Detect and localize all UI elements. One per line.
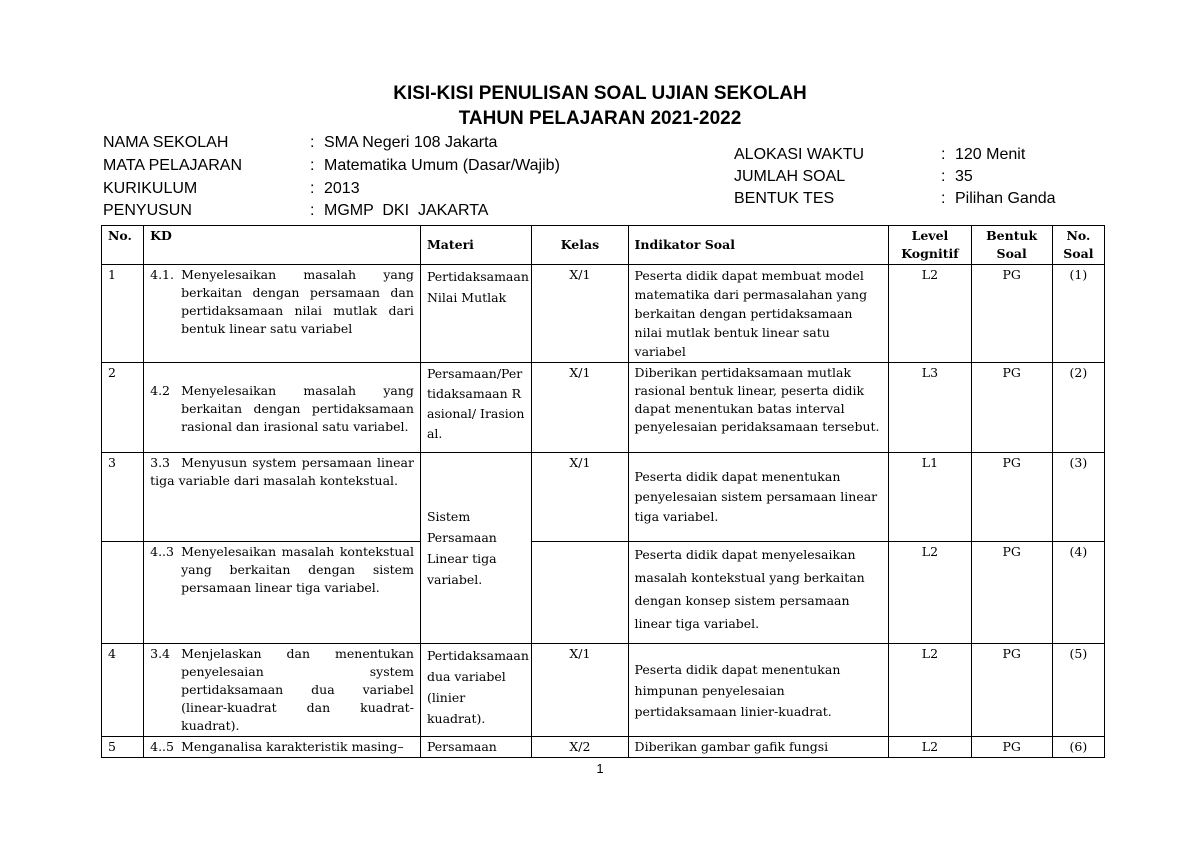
- header-nosoal-line2: Soal: [1063, 246, 1094, 261]
- cell-level: L2: [889, 737, 971, 758]
- info-label: BENTUK TES: [734, 190, 835, 207]
- title-line-2: TAHUN PELAJARAN 2021-2022: [458, 108, 742, 129]
- kd-number: 4.1.: [150, 267, 174, 282]
- cell-materi: Pertidaksamaan Nilai Mutlak: [420, 265, 531, 363]
- cell-materi: Pertidaksamaan dua variabel (linier kuadrat).: [420, 644, 531, 737]
- info-sep: :: [310, 202, 315, 219]
- header-level: [889, 226, 971, 265]
- info-value: Matematika Umum (Dasar/Wajib): [324, 157, 560, 174]
- cell-kd: [144, 644, 421, 737]
- cell-kelas: X/1: [532, 644, 628, 737]
- info-sep: :: [941, 146, 946, 163]
- cell-no: 2: [102, 363, 144, 453]
- header-bentuk: [971, 226, 1052, 265]
- info-label: ALOKASI WAKTU: [734, 146, 865, 163]
- cell-bentuk: PG: [971, 363, 1052, 453]
- cell-materi: Persamaan: [420, 737, 531, 758]
- cell-bentuk: PG: [971, 265, 1052, 363]
- kd-text: Menjelaskan dan menentukan penyelesaian system pertidaksamaan dua variabel (linear-kuadrat dan kuadrat-kuadrat).: [181, 646, 414, 733]
- header-indikator: Indikator Soal: [628, 226, 889, 265]
- info-label: JUMLAH SOAL: [734, 168, 846, 185]
- cell-indikator: Diberikan gambar gafik fungsi: [628, 737, 889, 758]
- kd-number: 4.2: [150, 383, 171, 398]
- header-level-line2: Kognitif: [901, 246, 959, 261]
- kisi-kisi-table: [101, 225, 1105, 758]
- info-value: 2013: [324, 180, 360, 197]
- info-value: 120 Menit: [955, 146, 1026, 163]
- cell-kd: [144, 265, 421, 363]
- cell-kelas: X/1: [532, 265, 628, 363]
- cell-kelas: X/2: [532, 737, 628, 758]
- header-kd: KD: [144, 226, 421, 265]
- kd-text: Menyelesaikan masalah yang berkaitan dengan pertidaksamaan rasional dan irasional satu variabel.: [181, 383, 414, 434]
- info-value: 35: [955, 168, 973, 185]
- info-bentuk-tes: [734, 188, 1056, 210]
- cell-indikator: Peserta didik dapat menyelesaikan masalah kontekstual yang berkaitan dengan konsep sistem persamaan linear tiga variabel.: [628, 542, 889, 644]
- kd-number: 4..5: [150, 739, 174, 754]
- cell-no: 3: [102, 453, 144, 542]
- cell-indikator: Peserta didik dapat menentukan himpunan penyelesaian pertidaksamaan linier-kuadrat.: [628, 644, 889, 737]
- cell-no: 5: [102, 737, 144, 758]
- cell-nosoal: (6): [1052, 737, 1104, 758]
- info-value: Pilihan Ganda: [955, 190, 1056, 207]
- cell-level: L2: [889, 265, 971, 363]
- info-sep: :: [310, 134, 315, 151]
- table-row: [102, 363, 1105, 453]
- table-row: [102, 542, 1105, 644]
- cell-no: [102, 542, 144, 644]
- cell-bentuk: PG: [971, 644, 1052, 737]
- cell-nosoal: (4): [1052, 542, 1104, 644]
- cell-indikator: Diberikan pertidaksamaan mutlak rasional bentuk linear, peserta didik dapat menentukan batas interval penyelesaian peridaksamaan tersebut.: [628, 363, 889, 453]
- header-nosoal-line1: No.: [1066, 228, 1091, 243]
- kd-text: Menyusun system persamaan linear tiga variable dari masalah kontekstual.: [150, 455, 414, 488]
- kd-number: 3.4: [150, 646, 171, 661]
- header-no: No.: [102, 226, 144, 265]
- title-line-1: KISI-KISI PENULISAN SOAL UJIAN SEKOLAH: [393, 83, 807, 104]
- info-nama-sekolah: [103, 132, 497, 154]
- info-sep: :: [310, 157, 315, 174]
- kd-number: 3.3: [150, 455, 171, 470]
- header-kelas: Kelas: [532, 226, 628, 265]
- cell-kelas: [532, 542, 628, 644]
- cell-bentuk: PG: [971, 542, 1052, 644]
- header-bentuk-line1: Bentuk: [986, 228, 1038, 243]
- info-label: MATA PELAJARAN: [103, 157, 242, 174]
- cell-nosoal: (1): [1052, 265, 1104, 363]
- info-label: PENYUSUN: [103, 202, 192, 219]
- cell-nosoal: (2): [1052, 363, 1104, 453]
- info-sep: :: [941, 190, 946, 207]
- info-sep: :: [310, 180, 315, 197]
- kd-text: Menyelesaikan masalah yang berkaitan dengan persamaan dan pertidaksamaan nilai mutlak dari bentuk linear satu variabel: [181, 267, 414, 336]
- info-penyusun: [103, 200, 488, 222]
- cell-kd: [144, 542, 421, 644]
- header-level-line1: Level: [911, 228, 949, 243]
- page-number: 1: [596, 761, 604, 776]
- cell-materi: Sistem Persamaan Linear tiga variabel.: [420, 453, 531, 644]
- cell-kd: [144, 737, 421, 758]
- cell-no: 4: [102, 644, 144, 737]
- info-kurikulum: [103, 178, 360, 200]
- info-mata-pelajaran: [103, 155, 560, 177]
- info-jumlah-soal: [734, 166, 973, 188]
- table-row: [102, 265, 1105, 363]
- table-row: [102, 644, 1105, 737]
- cell-kelas: X/1: [532, 363, 628, 453]
- kd-number: 4..3: [150, 544, 174, 559]
- cell-kd: [144, 453, 421, 542]
- info-value: SMA Negeri 108 Jakarta: [324, 134, 498, 151]
- cell-materi: Persamaan/Pertidaksamaan Rasional/ Irasional.: [420, 363, 531, 453]
- kd-text: Menganalisa karakteristik masing–: [181, 739, 404, 754]
- cell-kd: [144, 363, 421, 453]
- cell-indikator: Peserta didik dapat membuat model matematika dari permasalahan yang berkaitan dengan pertidaksamaan nilai mutlak bentuk linear satu variabel: [628, 265, 889, 363]
- cell-no: 1: [102, 265, 144, 363]
- cell-kelas: X/1: [532, 453, 628, 542]
- cell-bentuk: PG: [971, 737, 1052, 758]
- info-label: KURIKULUM: [103, 180, 198, 197]
- cell-level: L2: [889, 542, 971, 644]
- kd-text: Menyelesaikan masalah kontekstual yang berkaitan dengan sistem persamaan linear tiga variabel.: [181, 544, 414, 595]
- info-label: NAMA SEKOLAH: [103, 134, 229, 151]
- cell-level: L2: [889, 644, 971, 737]
- cell-bentuk: PG: [971, 453, 1052, 542]
- info-alokasi-waktu: [734, 144, 1025, 166]
- table-row: [102, 453, 1105, 542]
- header-materi: Materi: [420, 226, 531, 265]
- table-row: [102, 737, 1105, 758]
- info-sep: :: [941, 168, 946, 185]
- cell-level: L1: [889, 453, 971, 542]
- cell-indikator: Peserta didik dapat menentukan penyelesaian sistem persamaan linear tiga variabel.: [628, 453, 889, 542]
- table-header-row: [102, 226, 1105, 265]
- header-bentuk-line2: Soal: [996, 246, 1027, 261]
- info-value: MGMP DKI JAKARTA: [324, 202, 489, 219]
- cell-nosoal: (3): [1052, 453, 1104, 542]
- cell-level: L3: [889, 363, 971, 453]
- cell-nosoal: (5): [1052, 644, 1104, 737]
- header-nosoal: [1052, 226, 1104, 265]
